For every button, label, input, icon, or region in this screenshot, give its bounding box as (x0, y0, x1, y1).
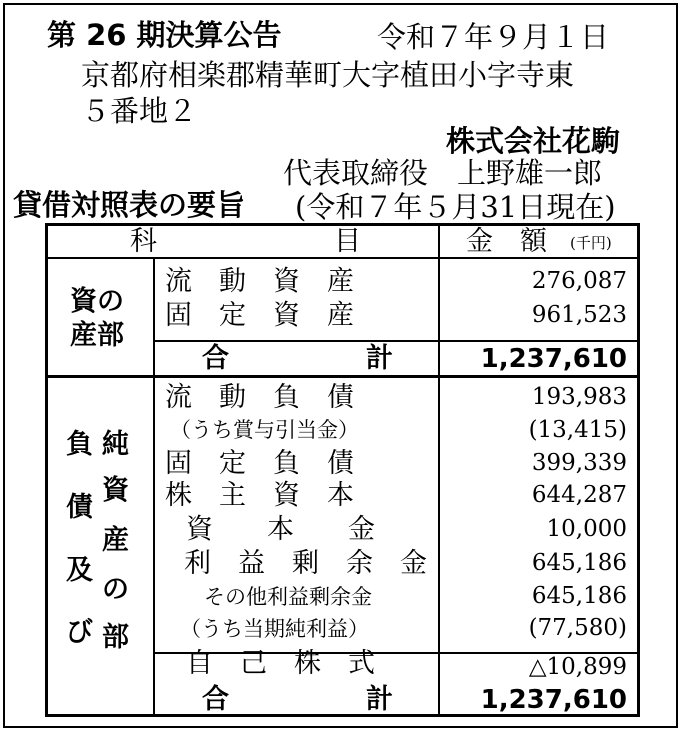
row-value-treasury-stock: △10,899 (528, 654, 627, 680)
row-label-shareholders-equity: 株 主 資 本 (165, 480, 354, 511)
row-value-net-income: (77,580) (528, 615, 627, 641)
announcement-title: 第 26 期決算公告 (47, 18, 282, 52)
section-divider (48, 375, 637, 378)
liab-total-label-2: 計 (366, 684, 393, 715)
address-line-1: 京都府相楽郡精華町大字植田小字寺東 (81, 58, 575, 92)
net-assets-section-char: 純 (102, 429, 129, 460)
document-title: 貸借対照表の要旨 (13, 188, 246, 222)
column-header-item-1: 科 (130, 226, 157, 257)
document-date: (令和７年５月31日現在) (295, 190, 616, 224)
row-label-capital-stock: 資 本 金 (186, 514, 375, 545)
assets-total-label-2: 計 (366, 343, 393, 374)
announcement-page (3, 3, 678, 728)
row-label-fixed-assets: 固 定 資 産 (165, 300, 354, 331)
row-value-retained-earnings: 645,186 (531, 550, 627, 576)
liab-total-value: 1,237,610 (480, 685, 627, 715)
liab-section-char: 負 (66, 429, 93, 460)
address-line-2: ５番地２ (81, 94, 198, 128)
net-assets-section-char: 部 (102, 622, 129, 653)
row-label-other-retained-earnings: その他利益剰余金 (204, 585, 372, 609)
amount-col-divider (438, 226, 440, 714)
row-label-net-income: （うち当期純利益） (180, 617, 369, 641)
liab-section-char: 及 (66, 555, 93, 586)
row-value-shareholders-equity: 644,287 (531, 482, 627, 508)
net-assets-section-char: 資 (102, 475, 129, 506)
announcement-date: 令和７年９月１日 (377, 20, 610, 54)
row-value-fixed-assets: 961,523 (531, 302, 627, 328)
row-value-fixed-liabilities: 399,339 (531, 450, 627, 476)
representative: 代表取締役 上野雄一郎 (283, 156, 603, 190)
liab-section-char: 債 (66, 492, 93, 523)
row-value-current-assets: 276,087 (531, 268, 627, 294)
liab-total-label-1: 合 (202, 684, 229, 715)
balance-sheet-table (45, 223, 640, 717)
header-divider (48, 257, 637, 259)
column-header-amount: 金 額 (466, 226, 547, 257)
column-header-unit: (千円) (570, 234, 612, 252)
assets-total-divider (154, 340, 640, 342)
assets-section-label-1: 資の (70, 286, 124, 317)
row-label-fixed-liabilities: 固 定 負 債 (165, 448, 354, 479)
row-value-current-liabilities: 193,983 (531, 384, 627, 410)
section-col-divider (153, 257, 155, 714)
assets-total-value: 1,237,610 (480, 344, 627, 374)
row-label-retained-earnings: 利 益 剰 余 金 (184, 548, 427, 579)
liab-section-char: び (66, 617, 93, 648)
company-name: 株式会社花駒 (446, 124, 621, 158)
row-label-current-liabilities: 流 動 負 債 (165, 382, 354, 413)
assets-section-label-2: 産部 (70, 320, 124, 351)
net-assets-section-char: の (102, 574, 129, 605)
row-value-bonus-reserve: (13,415) (528, 417, 627, 443)
column-header-item-2: 目 (334, 226, 361, 257)
net-assets-section-char: 産 (102, 525, 129, 556)
row-label-current-assets: 流 動 資 産 (165, 266, 354, 297)
row-value-capital-stock: 10,000 (546, 516, 627, 542)
row-label-treasury-stock: 自 己 株 式 (186, 648, 375, 679)
row-label-bonus-reserve: （うち賞与引当金） (170, 418, 359, 442)
row-value-other-retained-earnings: 645,186 (531, 583, 627, 609)
assets-total-label-1: 合 (202, 343, 229, 374)
